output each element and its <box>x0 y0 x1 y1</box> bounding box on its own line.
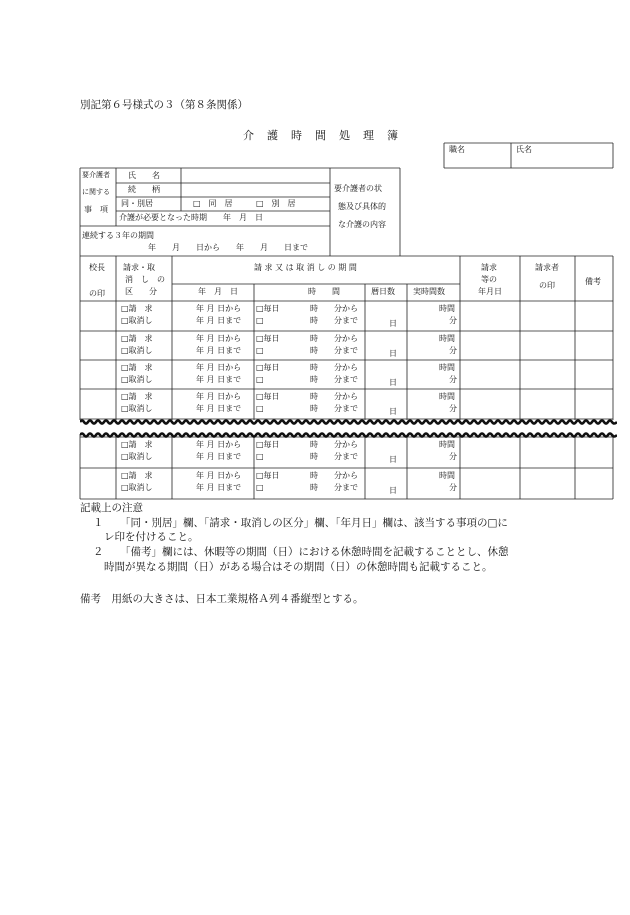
row-1-date-from-label: 年 月 日から <box>196 304 242 313</box>
row-5-date-to-label: 年 月 日まで <box>196 452 242 461</box>
row-2-alt-checkbox[interactable]: □ <box>256 346 264 355</box>
row-4-cancel-checkbox[interactable]: □取消し <box>121 404 153 413</box>
status-label-2: 態及び具体的 <box>338 202 386 211</box>
row-1-minute-unit-label: 分 <box>449 316 457 325</box>
break-line-bottom <box>80 432 617 438</box>
row-5-hour-unit-label: 時間 <box>439 440 455 449</box>
care-recipient-label-3: 事 項 <box>84 205 108 214</box>
relation-field-label: 続 柄 <box>128 185 160 194</box>
note-2-number: ２ <box>93 546 104 558</box>
remarks-header: 備考 <box>585 277 601 286</box>
note-1-number: １ <box>93 517 104 529</box>
request-date-header-1: 請求 <box>481 263 497 272</box>
row-1-alt-checkbox[interactable]: □ <box>256 316 264 325</box>
row-4-hour-unit-label: 時間 <box>439 392 455 401</box>
row-4-date-to-label: 年 月 日まで <box>196 404 242 413</box>
row-4-request-checkbox[interactable]: □請 求 <box>121 392 153 401</box>
principal-seal-header-1: 校長 <box>89 263 105 272</box>
row-6-date-from-label: 年 月 日から <box>196 471 242 480</box>
cohabit-separate-checkbox[interactable]: □ 別 居 <box>256 199 296 208</box>
form-header: 別記第６号様式の３（第８条関係） <box>80 99 248 111</box>
row-6-daily-checkbox[interactable]: □毎日 <box>256 471 280 480</box>
row-3-time-from-label: 時 分から <box>310 363 358 372</box>
request-date-header-2: 等の <box>481 275 497 284</box>
row-6-alt-checkbox[interactable]: □ <box>256 483 264 492</box>
note-2-line-1: 「備考」欄には、休暇等の期間（日）における休憩時間を記載することとし、休憩 <box>120 546 509 558</box>
row-5-time-to-label: 時 分まで <box>310 452 358 461</box>
note-2-line-2: 時間が異なる期間（日）がある場合はその期間（日）の休憩時間も記載すること。 <box>104 561 493 573</box>
row-5-day-unit-label: 日 <box>389 455 397 464</box>
row-2-request-checkbox[interactable]: □請 求 <box>121 334 153 343</box>
needed-since-label: 介護が必要となった時期 年 月 日 <box>119 213 263 222</box>
page-title: 介 護 時 間 処 理 簿 <box>243 129 399 142</box>
row-3-day-unit-label: 日 <box>389 378 397 387</box>
row-3-minute-unit-label: 分 <box>449 375 457 384</box>
row-6-date-to-label: 年 月 日まで <box>196 483 242 492</box>
category-header-3: 区 分 <box>125 287 157 296</box>
row-2-daily-checkbox[interactable]: □毎日 <box>256 334 280 343</box>
row-5-minute-unit-label: 分 <box>449 452 457 461</box>
hours-header: 実時間数 <box>413 287 445 296</box>
request-date-header-3: 年月日 <box>478 287 502 296</box>
note-1-line-1: 「同・別居」欄、「請求・取消しの区分」欄、「年月日」欄は、該当する事項の□に <box>120 517 508 529</box>
row-1-cancel-checkbox[interactable]: □取消し <box>121 316 153 325</box>
consecutive-period-label: 連続する３年の期間 <box>82 231 154 240</box>
care-recipient-label-1: 要介護者 <box>82 171 110 179</box>
row-3-daily-checkbox[interactable]: □毎日 <box>256 363 280 372</box>
position-label: 職名 <box>449 145 465 154</box>
row-2-minute-unit-label: 分 <box>449 346 457 355</box>
period-header: 請 求 又 は 取 消 し の 期 間 <box>254 263 357 272</box>
consecutive-period-range: 年 月 日から 年 月 日まで <box>148 243 308 252</box>
row-5-request-checkbox[interactable]: □請 求 <box>121 440 153 449</box>
note-1-line-2: レ印を付けること。 <box>104 531 199 543</box>
row-6-minute-unit-label: 分 <box>449 483 457 492</box>
row-2-cancel-checkbox[interactable]: □取消し <box>121 346 153 355</box>
row-2-day-unit-label: 日 <box>389 349 397 358</box>
notes-heading: 記載上の注意 <box>80 502 143 514</box>
date-header: 年 月 日 <box>198 287 238 296</box>
row-3-cancel-checkbox[interactable]: □取消し <box>121 375 153 384</box>
requester-seal-header-1: 請求者 <box>535 263 559 272</box>
paper-size-remark: 備考 用紙の大きさは、日本工業規格Ａ列４番縦型とする。 <box>80 593 364 605</box>
days-header: 暦日数 <box>371 287 395 296</box>
row-1-daily-checkbox[interactable]: □毎日 <box>256 304 280 313</box>
row-3-alt-checkbox[interactable]: □ <box>256 375 264 384</box>
row-5-time-from-label: 時 分から <box>310 440 358 449</box>
row-5-cancel-checkbox[interactable]: □取消し <box>121 452 153 461</box>
time-header: 時 間 <box>308 287 340 296</box>
row-2-time-to-label: 時 分まで <box>310 346 358 355</box>
row-1-day-unit-label: 日 <box>389 319 397 328</box>
care-recipient-label-2: に関する <box>82 188 110 196</box>
principal-seal-header-2: の印 <box>89 289 105 298</box>
row-4-date-from-label: 年 月 日から <box>196 392 242 401</box>
row-1-request-checkbox[interactable]: □請 求 <box>121 304 153 313</box>
row-2-time-from-label: 時 分から <box>310 334 358 343</box>
name-label: 氏名 <box>516 145 532 154</box>
row-1-time-from-label: 時 分から <box>310 304 358 313</box>
row-5-alt-checkbox[interactable]: □ <box>256 452 264 461</box>
requester-seal-header-2: の印 <box>539 281 555 290</box>
row-6-request-checkbox[interactable]: □請 求 <box>121 471 153 480</box>
row-6-time-from-label: 時 分から <box>310 471 358 480</box>
row-6-cancel-checkbox[interactable]: □取消し <box>121 483 153 492</box>
row-4-alt-checkbox[interactable]: □ <box>256 404 264 413</box>
row-4-time-from-label: 時 分から <box>310 392 358 401</box>
row-6-day-unit-label: 日 <box>389 486 397 495</box>
category-header-2: 消 し の <box>125 275 165 284</box>
row-3-hour-unit-label: 時間 <box>439 363 455 372</box>
row-2-date-from-label: 年 月 日から <box>196 334 242 343</box>
row-2-date-to-label: 年 月 日まで <box>196 346 242 355</box>
name-field-label: 氏 名 <box>128 171 160 180</box>
row-3-date-from-label: 年 月 日から <box>196 363 242 372</box>
row-5-date-from-label: 年 月 日から <box>196 440 242 449</box>
row-1-date-to-label: 年 月 日まで <box>196 316 242 325</box>
row-6-hour-unit-label: 時間 <box>439 471 455 480</box>
row-4-day-unit-label: 日 <box>389 407 397 416</box>
row-3-time-to-label: 時 分まで <box>310 375 358 384</box>
category-header-1: 請求・取 <box>123 263 155 272</box>
cohabit-same-checkbox[interactable]: □ 同 居 <box>193 199 233 208</box>
row-4-minute-unit-label: 分 <box>449 404 457 413</box>
status-label-1: 要介護者の状 <box>334 184 382 193</box>
status-label-3: な介護の内容 <box>338 220 386 229</box>
row-1-time-to-label: 時 分まで <box>310 316 358 325</box>
row-2-hour-unit-label: 時間 <box>439 334 455 343</box>
row-4-daily-checkbox[interactable]: □毎日 <box>256 392 280 401</box>
break-line-top <box>80 419 617 425</box>
row-5-daily-checkbox[interactable]: □毎日 <box>256 440 280 449</box>
cohabit-field-label: 同・別居 <box>121 199 153 208</box>
row-3-request-checkbox[interactable]: □請 求 <box>121 363 153 372</box>
row-3-date-to-label: 年 月 日まで <box>196 375 242 384</box>
row-1-hour-unit-label: 時間 <box>439 304 455 313</box>
row-6-time-to-label: 時 分まで <box>310 483 358 492</box>
row-4-time-to-label: 時 分まで <box>310 404 358 413</box>
